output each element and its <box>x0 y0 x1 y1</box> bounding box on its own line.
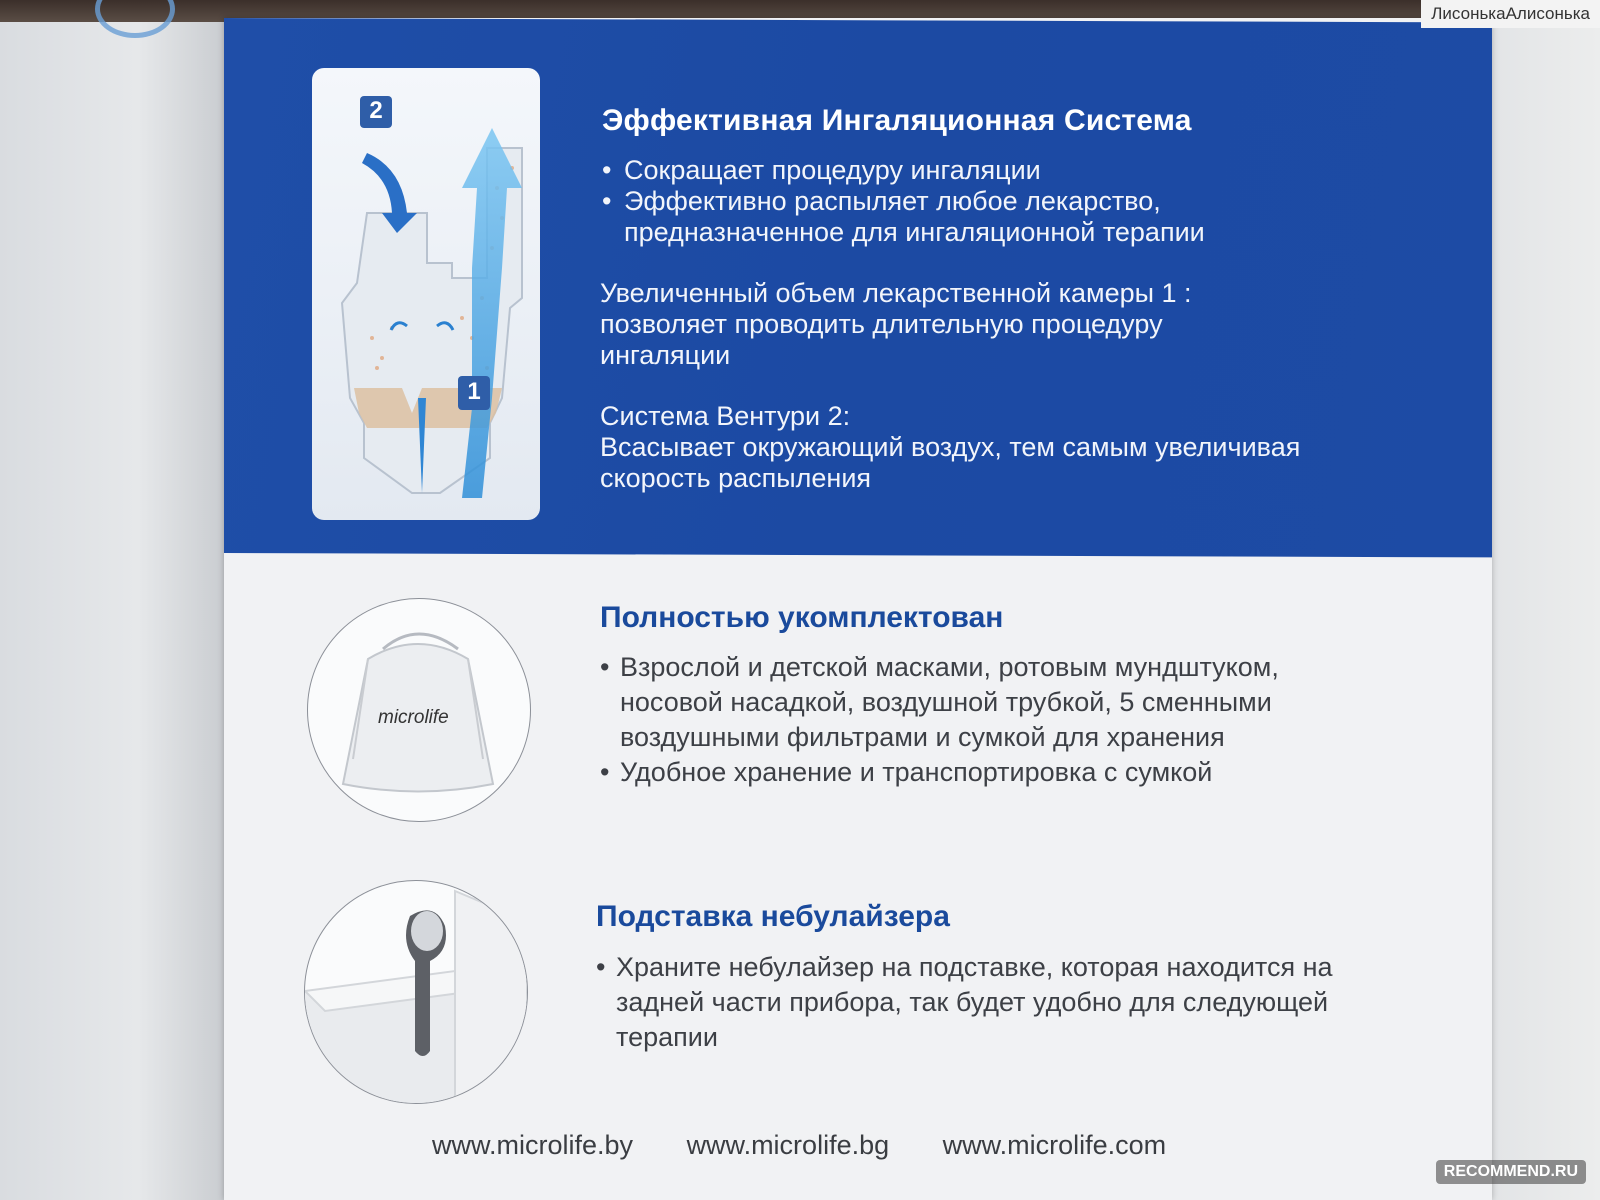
stand-drawing <box>305 881 527 1103</box>
stand-bullets <box>596 950 1376 1055</box>
url-bg[interactable]: www.microlife.bg <box>686 1130 890 1160</box>
list-item: • Эффективно распыляет любое лекарство, предназначенное для ингаляционной терапии <box>602 186 1205 247</box>
system-bullets <box>602 155 1322 248</box>
system-title: Эффективная Ингаляционная Система <box>602 104 1192 137</box>
footer-urls <box>432 1130 1192 1161</box>
venturi-block <box>600 401 1390 494</box>
list-item: • Взрослой и детской масками, ротовым мундштуком, носовой насадкой, воздушной трубкой, 5 сменными воздушными фильтрами и сумкой для хранения <box>600 652 1279 752</box>
list-item: • Храните небулайзер на подставке, которая находится на задней части прибора, так будет удобно для следующей терапии <box>596 952 1333 1052</box>
list-item: • Сокращает процедуру ингаляции <box>602 155 1041 185</box>
background-right <box>1485 0 1600 1200</box>
url-com[interactable]: www.microlife.com <box>942 1130 1167 1160</box>
chamber-text: позволяет проводить длительную процедуру ингаляции <box>600 309 1163 370</box>
chamber-block <box>600 278 1280 371</box>
nebulizer-diagram <box>312 68 540 520</box>
nebulizer-stand-image <box>304 880 528 1104</box>
chamber-heading: Увеличенный объем лекарственной камеры 1 : <box>600 278 1192 308</box>
badge-1-label: 1 <box>467 378 481 405</box>
storage-bag-image <box>307 598 531 822</box>
kit-bullets <box>600 650 1360 790</box>
background-left <box>0 0 230 1200</box>
venturi-text: Всасывает окружающий воздух, тем самым увеличивая скорость распыления <box>600 432 1301 493</box>
badge-2-label: 2 <box>369 97 383 124</box>
kit-title: Полностью укомплектован <box>600 601 1004 634</box>
url-by[interactable]: www.microlife.by <box>432 1130 634 1160</box>
list-item: • Удобное хранение и транспортировка с сумкой <box>600 757 1213 787</box>
stand-title: Подставка небулайзера <box>596 900 950 933</box>
author-watermark: ЛисонькаАлисонька <box>1421 0 1600 28</box>
nebulizer-illustration <box>312 68 540 520</box>
site-watermark: RECOMMEND.RU <box>1436 1160 1586 1184</box>
venturi-heading: Система Вентури 2: <box>600 401 851 431</box>
product-box-side <box>224 18 1492 1200</box>
bag-brand-label: microlife <box>378 707 449 728</box>
